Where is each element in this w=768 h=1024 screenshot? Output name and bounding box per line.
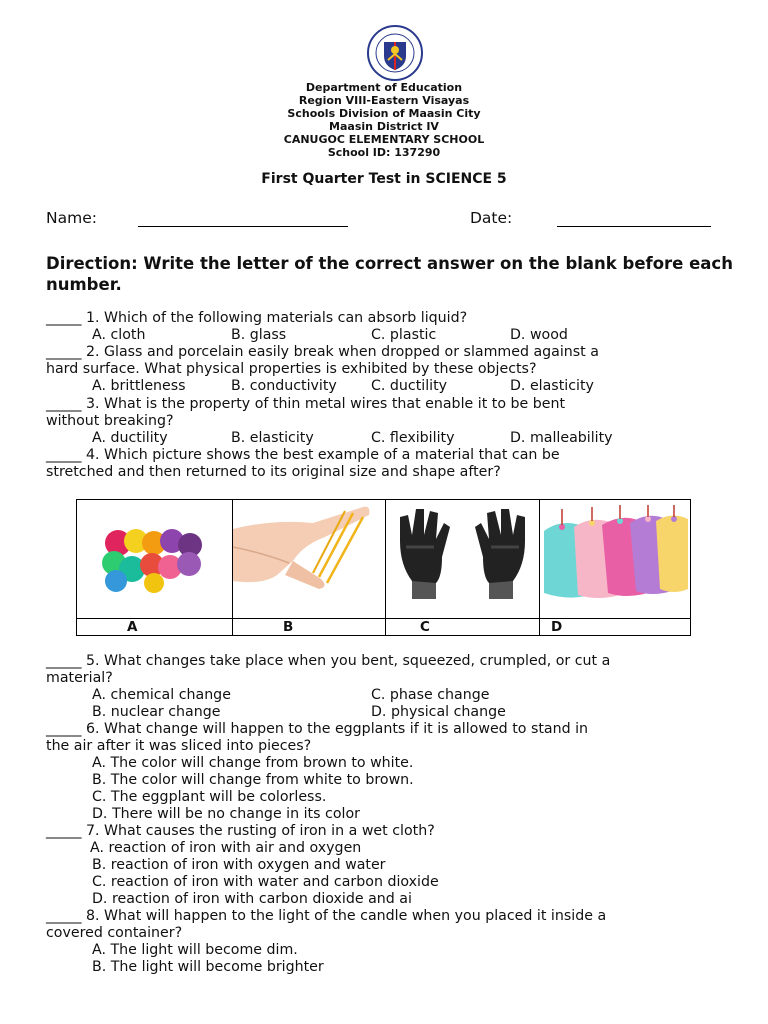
name-blank[interactable]: [138, 226, 348, 227]
question-line: _____ 4. Which picture shows the best example of a material that can be: [46, 447, 560, 463]
question-5: [46, 653, 746, 721]
clay-balls-picture: [78, 501, 232, 617]
question-6: [46, 721, 746, 823]
question-line: _____ 7. What causes the rusting of iron in a wet cloth?: [46, 823, 435, 839]
header-line: Schools Division of Maasin City: [287, 107, 481, 120]
question-line: covered container?: [46, 925, 183, 941]
school-header: [0, 81, 768, 159]
question-3: [46, 396, 746, 447]
gloves-picture: [386, 501, 539, 617]
choice: A. reaction of iron with air and oxygen: [90, 840, 362, 856]
picture-label-a: A: [127, 619, 138, 635]
choice: B. The color will change from white to brown.: [92, 772, 414, 788]
picture-label-c: C: [420, 619, 430, 635]
choice: A. cloth: [92, 327, 146, 343]
choice: B. reaction of iron with oxygen and water: [92, 857, 386, 873]
choice: C. The eggplant will be colorless.: [92, 789, 327, 805]
question-line: _____ 5. What changes take place when you bent, squeezed, crumpled, or cut a: [46, 653, 611, 669]
choice: B. conductivity: [231, 378, 337, 394]
question-2: [46, 344, 746, 395]
question-line: _____ 3. What is the property of thin metal wires that enable it to be bent: [46, 396, 566, 412]
question-1: [46, 310, 746, 344]
name-label: Name:: [46, 209, 97, 227]
choice: B. The light will become brighter: [92, 959, 324, 975]
question-8: [46, 908, 746, 976]
choice: D. malleability: [510, 430, 613, 446]
header-line: Region VIII-Eastern Visayas: [298, 94, 470, 107]
choice: A. chemical change: [92, 687, 231, 703]
question-line: _____ 6. What change will happen to the eggplants if it is allowed to stand in: [46, 721, 589, 737]
test-title: First Quarter Test in SCIENCE 5: [261, 171, 507, 187]
choice: D. reaction of iron with carbon dioxide and ai: [92, 891, 412, 907]
choice: A. brittleness: [92, 378, 186, 394]
question-line: without breaking?: [46, 413, 174, 429]
date-blank[interactable]: [557, 226, 711, 227]
choice: C. plastic: [371, 327, 437, 343]
header-line: Maasin District IV: [329, 120, 439, 133]
choice: D. wood: [510, 327, 568, 343]
choice: B. glass: [231, 327, 287, 343]
question-line: _____ 2. Glass and porcelain easily break when dropped or slammed against a: [46, 344, 599, 360]
direction-text: Direction: Write the letter of the correct answer on the blank before each number.: [46, 254, 733, 294]
question-line: the air after it was sliced into pieces?: [46, 738, 312, 754]
question-line: _____ 1. Which of the following materials can absorb liquid?: [46, 310, 468, 326]
choice: D. elasticity: [510, 378, 594, 394]
question-7: [46, 823, 746, 908]
choice: B. nuclear change: [92, 704, 221, 720]
picture-label-b: B: [283, 619, 294, 635]
choice: C. reaction of iron with water and carbon dioxide: [92, 874, 439, 890]
question-line: _____ 8. What will happen to the light of the candle when you placed it inside a: [46, 908, 607, 924]
choice: D. There will be no change in its color: [92, 806, 360, 822]
question-line: hard surface. What physical properties is exhibited by these objects?: [46, 361, 537, 377]
picture-label-d: D: [551, 619, 563, 635]
picture-choices-table: [76, 499, 691, 636]
question-line: stretched and then returned to its original size and shape after?: [46, 464, 501, 480]
choice: C. flexibility: [371, 430, 455, 446]
choice: C. ductility: [371, 378, 448, 394]
question-line: material?: [46, 670, 113, 686]
choice: D. physical change: [371, 704, 506, 720]
choice: A. ductility: [92, 430, 168, 446]
header-line: School ID: 137290: [327, 146, 441, 159]
choice: A. The color will change from brown to white.: [92, 755, 414, 771]
choice: C. phase change: [371, 687, 490, 703]
rubber-band-picture: [233, 501, 385, 617]
question-4: [46, 447, 746, 481]
header-line: Department of Education: [305, 81, 463, 94]
date-label: Date:: [470, 209, 513, 227]
choice: B. elasticity: [231, 430, 314, 446]
choice: A. The light will become dim.: [92, 942, 298, 958]
header-line: CANUGOC ELEMENTARY SCHOOL: [283, 133, 485, 146]
towels-picture: [540, 501, 690, 617]
deped-seal-logo: [366, 24, 424, 82]
